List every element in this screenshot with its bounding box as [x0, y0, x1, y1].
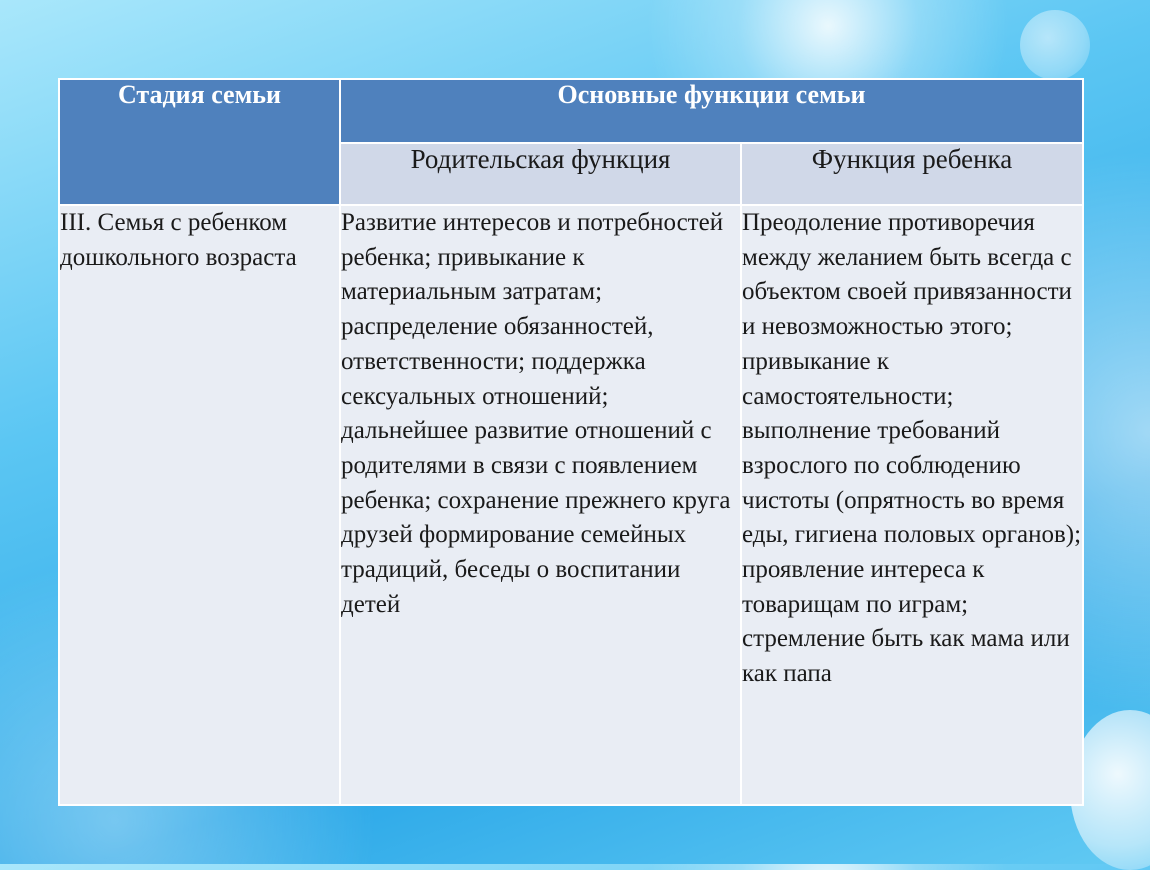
- table-row: [59, 205, 1083, 805]
- header-functions: Основные функции семьи: [340, 79, 1083, 143]
- decorative-bubble: [1020, 10, 1090, 80]
- family-functions-table: [58, 78, 1084, 806]
- subheader-child-function: Функция ребенка: [741, 143, 1083, 205]
- cell-stage: III. Семья с ребенком дошкольного возраста: [59, 205, 340, 805]
- cell-parent-function: Развитие интересов и потребностей ребенка; привыкание к материальным затратам; распределение обязанностей, ответственности; поддержка сексуальных отношений; дальнейшее развитие отношений с родителями в связи с появлением ребенка; сохранение прежнего круга друзей формирование семейных традиций, беседы о воспитании детей: [340, 205, 741, 805]
- header-row: [59, 79, 1083, 143]
- cell-child-function: Преодоление противоречия между желанием быть всегда с объектом своей привязанности и невозможностью этого; привыкание к самостоятельности; выполнение требований взрослого по соблюдению чистоты (опрятность во время еды, гигиена половых органов); проявление интереса к товарищам по играм; стремление быть как мама или как папа: [741, 205, 1083, 805]
- subheader-parent-function: Родительская функция: [340, 143, 741, 205]
- header-stage: Стадия семьи: [59, 79, 340, 205]
